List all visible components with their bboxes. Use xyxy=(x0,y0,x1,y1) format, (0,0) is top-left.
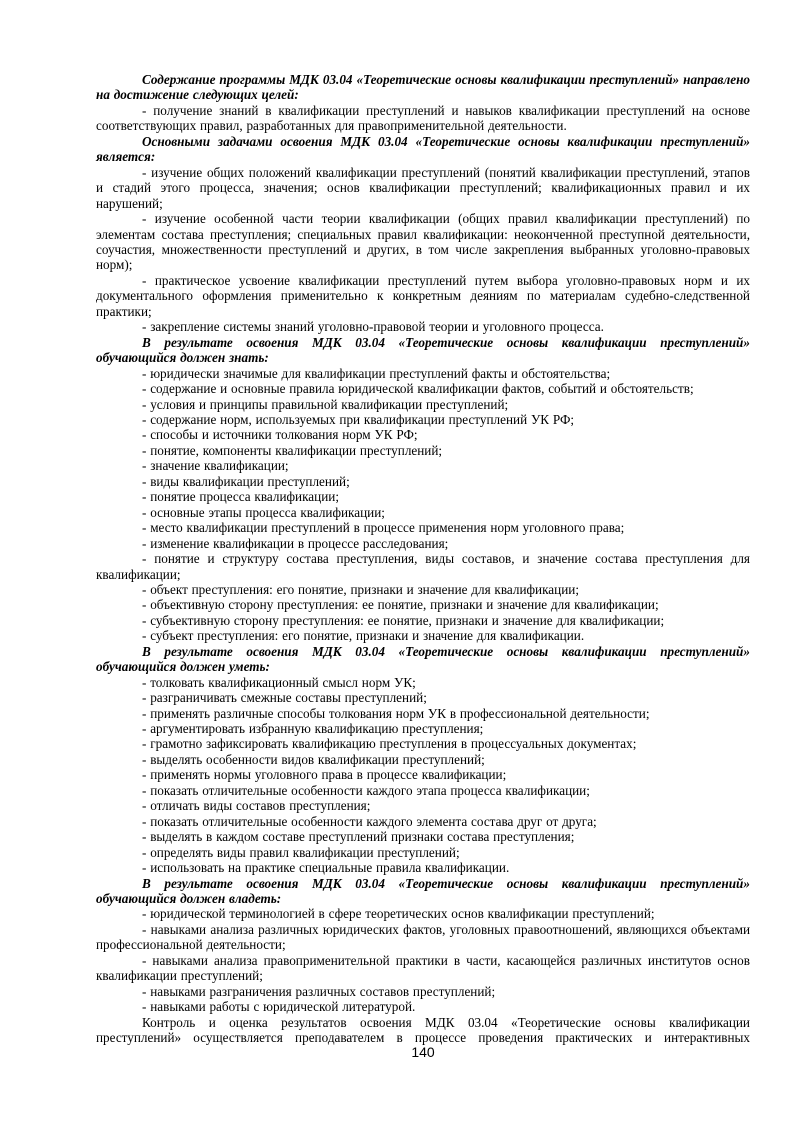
paragraph: - изменение квалификации в процессе расследования; xyxy=(142,535,449,551)
paragraph: - содержание норм, используемых при квалификации преступлений УК РФ; xyxy=(142,411,575,427)
section-heading: В результате освоения МДК 03.04 «Теоретические основы квалификации преступлений» обучающийся должен уметь: xyxy=(96,643,750,675)
paragraph: - субъективную сторону преступления: ее понятие, признаки и значение для квалификации; xyxy=(142,612,665,628)
paragraph: - навыками разграничения различных составов преступлений; xyxy=(142,983,496,999)
paragraph: - основные этапы процесса квалификации; xyxy=(142,504,385,520)
paragraph: - понятие процесса квалификации; xyxy=(142,489,340,505)
paragraph: - изучение общих положений квалификации преступлений (понятий квалификации преступлений, этапов и стадий этого процесса, значения; основ квалификации преступлений; квалификационных правил и их нарушений; xyxy=(96,164,750,211)
paragraph: - содержание и основные правила юридической квалификации фактов, событий и обстоятельств; xyxy=(142,381,694,397)
section-heading: В результате освоения МДК 03.04 «Теоретические основы квалификации преступлений» обучающийся должен владеть: xyxy=(96,875,750,907)
section-heading: Основными задачами освоения МДК 03.04 «Теоретические основы квалификации преступлений» является: xyxy=(96,133,750,165)
paragraph: - отличать виды составов преступления; xyxy=(142,798,371,814)
paragraph: - показать отличительные особенности каждого элемента состава друг от друга; xyxy=(142,813,597,829)
paragraph: - юридической терминологией в сфере теоретических основ квалификации преступлений; xyxy=(142,906,655,922)
paragraph: Контроль и оценка результатов освоения МДК 03.04 «Теоретические основы квалификации преступлений» осуществляется преподавателем в процессе проведения практических и интерактивных xyxy=(96,1014,750,1046)
paragraph: - толковать квалификационный смысл норм УК; xyxy=(142,674,416,690)
paragraph: - получение знаний в квалификации преступлений и навыков квалификации преступлений на основе соответствующих правил, разработанных для правоприменительной деятельности. xyxy=(96,102,750,134)
paragraph: - понятие и структуру состава преступления, виды составов, и значение состава преступления для квалификации; xyxy=(96,551,750,582)
paragraph: - юридически значимые для квалификации преступлений факты и обстоятельства; xyxy=(142,365,611,381)
paragraph: - применять различные способы толкования норм УК в профессиональной деятельности; xyxy=(142,705,650,721)
paragraph: - грамотно зафиксировать квалификацию преступления в процессуальных документах; xyxy=(142,736,637,752)
section-heading: Содержание программы МДК 03.04 «Теоретические основы квалификации преступлений» направлено на достижение следующих целей: xyxy=(96,72,750,103)
paragraph: - использовать на практике специальные правила квалификации. xyxy=(142,860,510,876)
paragraph: - навыками анализа правоприменительной практики в части, касающейся различных институтов основ квалификации преступлений; xyxy=(96,952,750,984)
paragraph: - условия и принципы правильной квалификации преступлений; xyxy=(142,396,509,412)
paragraph: - виды квалификации преступлений; xyxy=(142,473,350,489)
paragraph: - определять виды правил квалификации преступлений; xyxy=(142,844,460,860)
paragraph: - выделять в каждом составе преступлений признаки состава преступления; xyxy=(142,829,575,845)
paragraph: - место квалификации преступлений в процессе применения норм уголовного права; xyxy=(142,520,625,536)
paragraph: - объект преступления: его понятие, признаки и значение для квалификации; xyxy=(142,581,580,597)
paragraph: - навыками анализа различных юридических фактов, уголовных правоотношений, являющихся объектами профессиональной деятельности; xyxy=(96,921,750,953)
section-heading: В результате освоения МДК 03.04 «Теоретические основы квалификации преступлений» обучающийся должен знать: xyxy=(96,334,750,366)
page-number: 140 xyxy=(411,1044,435,1060)
paragraph: - объективную сторону преступления: ее понятие, признаки и значение для квалификации; xyxy=(142,597,659,613)
paragraph: - субъект преступления: его понятие, признаки и значение для квалификации. xyxy=(142,628,585,644)
paragraph: - практическое усвоение квалификации преступлений путем выбора уголовно-правовых норм и их документального оформления применительно к конкретным деяниям по материалам судебно-следственной практики; xyxy=(96,272,750,319)
paragraph: - значение квалификации; xyxy=(142,458,289,474)
paragraph: - понятие, компоненты квалификации преступлений; xyxy=(142,442,443,458)
paragraph: - навыками работы с юридической литературой. xyxy=(142,999,416,1015)
paragraph: - разграничивать смежные составы преступлений; xyxy=(142,690,427,706)
paragraph: - выделять особенности видов квалификации преступлений; xyxy=(142,751,485,767)
paragraph: - закрепление системы знаний уголовно-правовой теории и уголовного процесса. xyxy=(142,319,604,335)
paragraph: - изучение особенной части теории квалификации (общих правил квалификации преступлений) по элементам состава преступления; специальных правил квалификации: неоконченной преступной деятельности, соучастия, множественности преступлений и других, в том числе закрепления выбранных уголовно-правовых норм); xyxy=(96,211,750,273)
paragraph: - показать отличительные особенности каждого этапа процесса квалификации; xyxy=(142,782,590,798)
paragraph: - способы и источники толкования норм УК РФ; xyxy=(142,427,418,443)
paragraph: - аргументировать избранную квалификацию преступления; xyxy=(142,721,484,737)
document-body xyxy=(96,72,750,1046)
paragraph: - применять нормы уголовного права в процессе квалификации; xyxy=(142,767,507,783)
